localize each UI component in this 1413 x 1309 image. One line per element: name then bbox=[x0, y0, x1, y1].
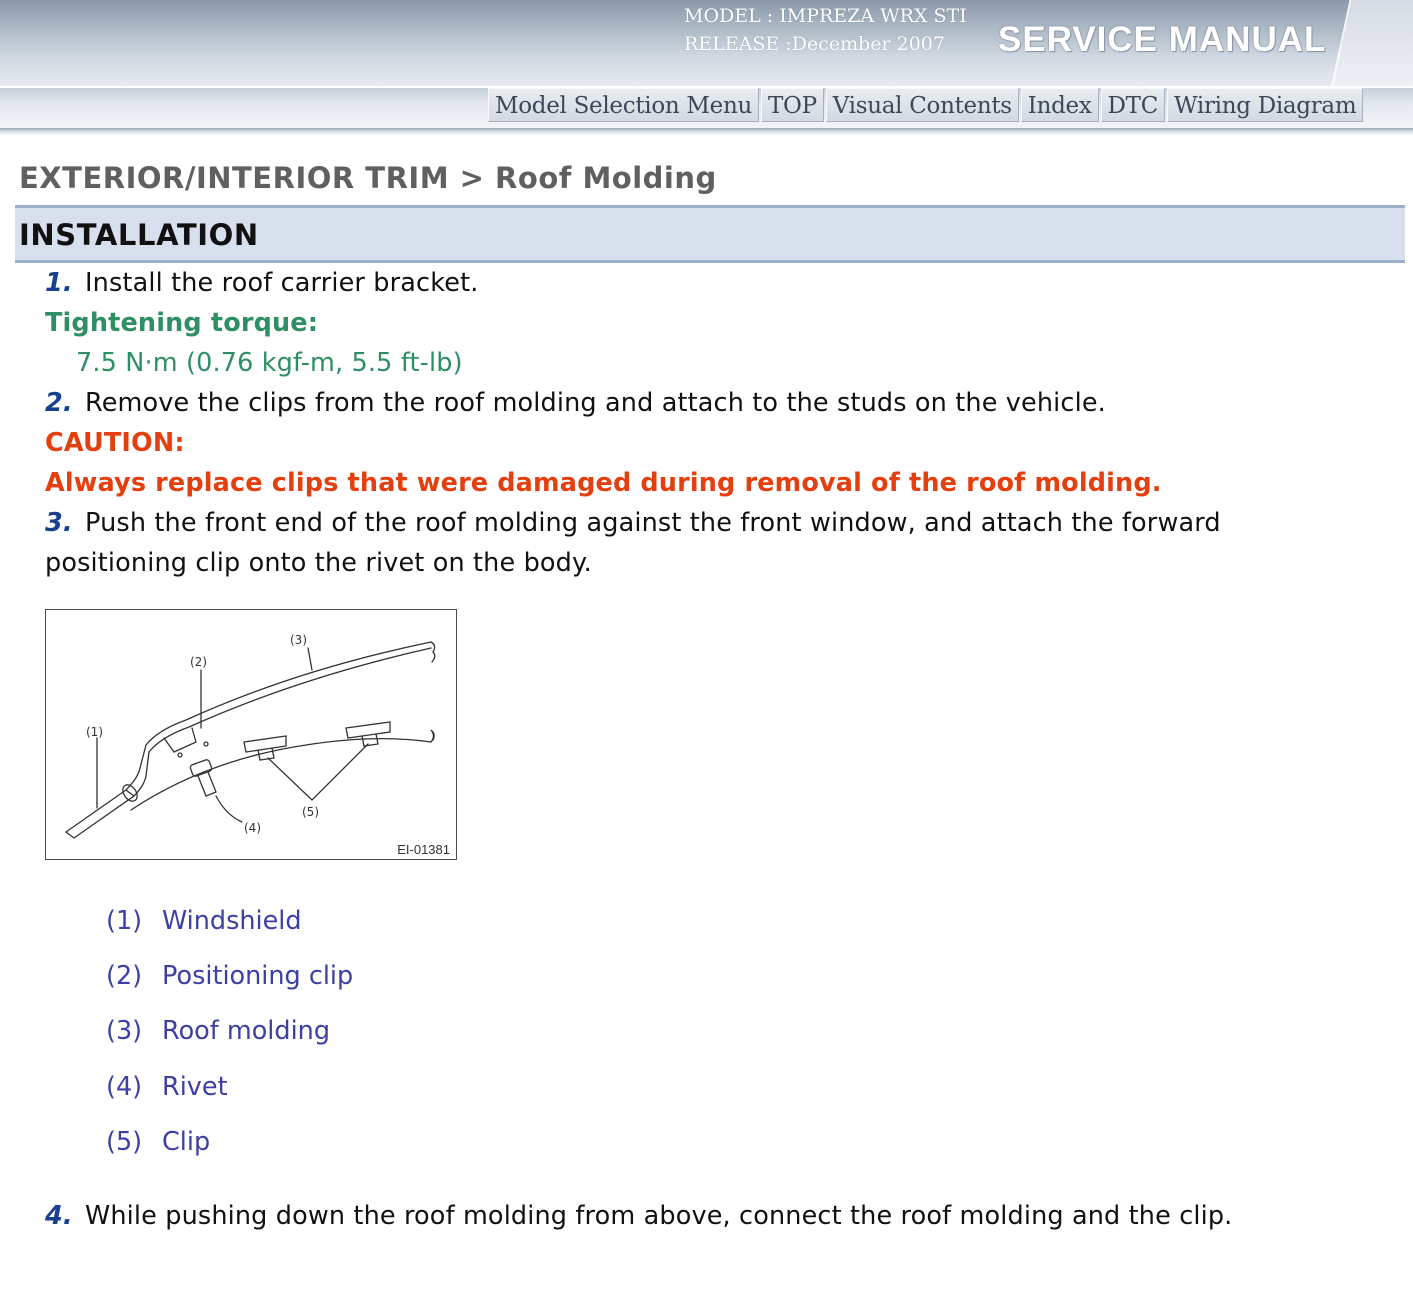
leader-5 bbox=[268, 744, 368, 800]
step-3-continued: positioning clip onto the rivet on the body. bbox=[45, 548, 592, 578]
clip-hole bbox=[178, 753, 182, 757]
legend-label: Roof molding bbox=[162, 1016, 331, 1046]
legend-item-clip bbox=[106, 1124, 210, 1160]
windshield-inner bbox=[134, 752, 149, 796]
step-number: 4. bbox=[45, 1201, 73, 1231]
service-manual-title: SERVICE MANUAL bbox=[998, 20, 1327, 59]
roof-body-line bbox=[131, 739, 431, 810]
positioning-clip-shape bbox=[164, 728, 196, 752]
legend-item-positioning-clip bbox=[106, 958, 353, 994]
step-text: Remove the clips from the roof molding and attach to the studs on the vehicle. bbox=[85, 388, 1106, 418]
header-decoration bbox=[1326, 0, 1413, 86]
roof-molding-diagram bbox=[45, 609, 457, 860]
release-line: RELEASE :December 2007 bbox=[684, 33, 945, 55]
step-4 bbox=[45, 1196, 1232, 1236]
legend-label: Positioning clip bbox=[162, 961, 354, 991]
legend-key: (1) bbox=[106, 906, 143, 936]
callout-3: (3) bbox=[290, 633, 307, 647]
windshield-edge bbox=[66, 790, 134, 838]
callout-5: (5) bbox=[302, 805, 319, 819]
legend-key: (2) bbox=[106, 961, 143, 991]
legend-key: (3) bbox=[106, 1016, 143, 1046]
caution-text: Always replace clips that were damaged during removal of the roof molding. bbox=[45, 468, 1162, 498]
step-text: While pushing down the roof molding from above, connect the roof molding and the clip. bbox=[85, 1201, 1233, 1231]
legend-label: Clip bbox=[162, 1127, 211, 1157]
leader-3 bbox=[308, 648, 312, 670]
breadcrumb: EXTERIOR/INTERIOR TRIM > Roof Molding bbox=[19, 161, 717, 195]
nav-divider bbox=[0, 128, 1413, 136]
torque-label: Tightening torque: bbox=[45, 308, 319, 338]
step-text: Push the front end of the roof molding against the front window, and attach the forward bbox=[85, 508, 1221, 538]
legend-label: Windshield bbox=[162, 906, 302, 936]
step-number: 3. bbox=[45, 508, 73, 538]
rivet-body bbox=[198, 772, 216, 796]
body-break-mark bbox=[431, 730, 434, 742]
model-info bbox=[684, 2, 967, 58]
nav-model-selection-menu[interactable]: Model Selection Menu bbox=[488, 88, 759, 122]
roof-molding-line bbox=[146, 642, 431, 745]
model-line: MODEL : IMPREZA WRX STI bbox=[684, 5, 967, 27]
legend-item-roof-molding bbox=[106, 1013, 330, 1049]
nav-menu bbox=[488, 88, 1363, 122]
nav-top[interactable]: TOP bbox=[761, 88, 824, 122]
step-2 bbox=[45, 383, 1106, 423]
figure-code: EI-01381 bbox=[397, 842, 450, 857]
legend-key: (4) bbox=[106, 1072, 143, 1102]
nav-dtc[interactable]: DTC bbox=[1101, 88, 1165, 122]
legend-item-rivet bbox=[106, 1069, 228, 1105]
caution-label: CAUTION: bbox=[45, 428, 185, 458]
step-number: 2. bbox=[45, 388, 73, 418]
legend-item-windshield bbox=[106, 903, 302, 939]
step-number: 1. bbox=[45, 268, 73, 298]
section-header bbox=[15, 205, 1405, 263]
callout-2: (2) bbox=[190, 655, 207, 669]
header-banner bbox=[0, 0, 1413, 86]
nav-index[interactable]: Index bbox=[1021, 88, 1099, 122]
callout-1: (1) bbox=[86, 725, 103, 739]
legend-key: (5) bbox=[106, 1127, 143, 1157]
clip-hole-2 bbox=[204, 742, 208, 746]
step-text: Install the roof carrier bracket. bbox=[85, 268, 479, 298]
nav-wiring-diagram[interactable]: Wiring Diagram bbox=[1167, 88, 1363, 122]
step-1 bbox=[45, 263, 478, 303]
diagram-drawing bbox=[46, 610, 456, 859]
clip-2 bbox=[346, 722, 390, 738]
legend-label: Rivet bbox=[162, 1072, 228, 1102]
step-3 bbox=[45, 503, 1221, 543]
section-title: INSTALLATION bbox=[19, 218, 259, 252]
callout-4: (4) bbox=[244, 821, 261, 835]
torque-value: 7.5 N·m (0.76 kgf-m, 5.5 ft-lb) bbox=[76, 348, 463, 378]
leader-4 bbox=[216, 796, 242, 822]
nav-visual-contents[interactable]: Visual Contents bbox=[826, 88, 1019, 122]
molding-break-mark bbox=[431, 642, 435, 662]
